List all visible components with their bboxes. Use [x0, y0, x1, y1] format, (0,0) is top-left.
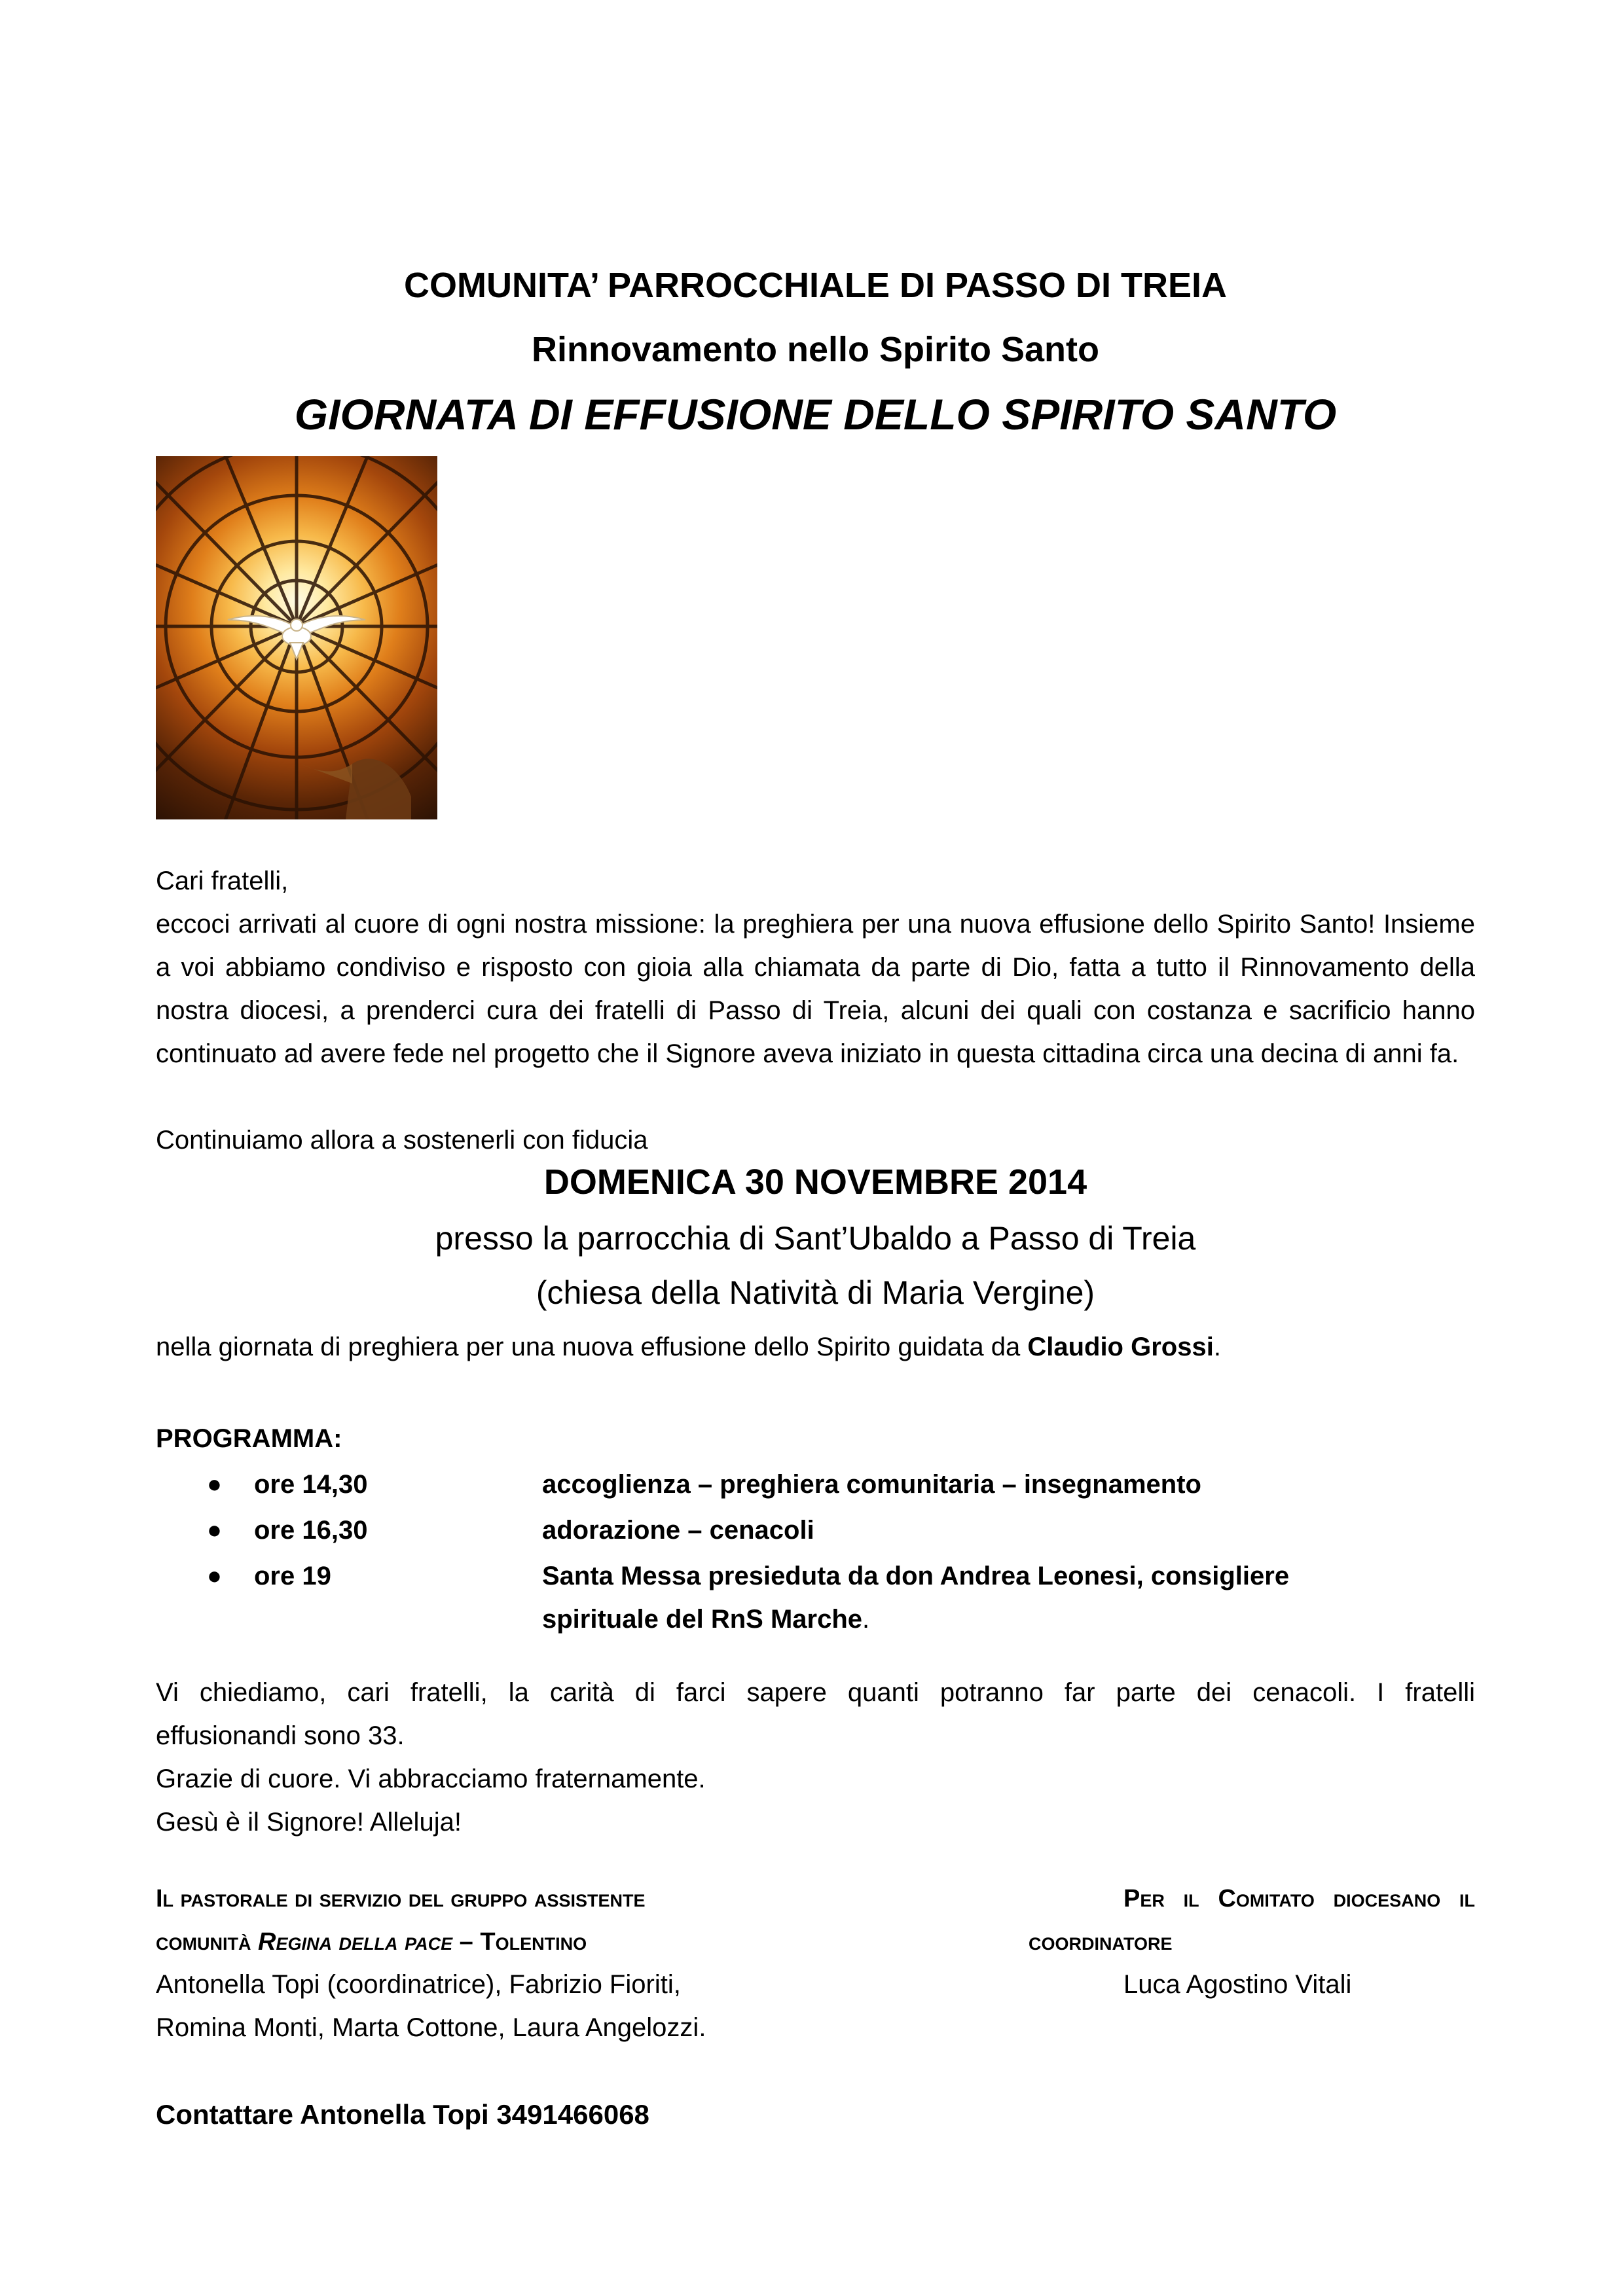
guide-suffix: .: [1213, 1333, 1221, 1361]
contact-line: Contattare Antonella Topi 3491466068: [156, 2099, 649, 2130]
bullet-icon: ●: [207, 1516, 222, 1544]
right-signature-title: Per il Comitato diocesano il: [1123, 1885, 1475, 1912]
closing-line-2: effusionandi sono 33.: [156, 1721, 405, 1750]
event-date: DOMENICA 30 NOVEMBRE 2014: [543, 1162, 1087, 1202]
event-place: presso la parrocchia di Sant’Ubaldo a Passo di Treia: [435, 1220, 1196, 1257]
program-activity: Santa Messa presieduta da don Andrea Leonesi, consigliere: [542, 1562, 1290, 1590]
right-signature-role: coordinatore: [1029, 1928, 1173, 1956]
closing-line-3: Grazie di cuore. Vi abbracciamo fraternamente.: [156, 1765, 706, 1793]
program-time: ore 14,30: [254, 1470, 368, 1499]
event-guide-line: [156, 1325, 1475, 1369]
left-signature-community: comunità Regina della pace – Tolentino: [156, 1928, 587, 1956]
guide-prefix: nella giornata di preghiera per una nuova effusione dello Spirito guidata da: [156, 1333, 1028, 1361]
program-activity: accoglienza – preghiera comunitaria – insegnamento: [542, 1470, 1201, 1499]
closing-line-4: Gesù è il Signore! Alleluja!: [156, 1808, 462, 1837]
left-signature-title: Il pastorale di servizio del gruppo assistente: [156, 1885, 646, 1912]
left-signature-names-2: Romina Monti, Marta Cottone, Laura Angelozzi.: [156, 2013, 706, 2042]
closing-line-1: Vi chiediamo, cari fratelli, la carità di farci sapere quanti potranno far parte dei cenacoli. I fratelli: [156, 1678, 1475, 1707]
letter-greeting: Cari fratelli,: [156, 867, 289, 895]
program-time: ore 16,30: [254, 1516, 368, 1545]
left-signature-names-1: Antonella Topi (coordinatrice), Fabrizio Fioriti,: [156, 1970, 681, 1999]
bullet-icon: ●: [207, 1471, 222, 1498]
program-time: ore 19: [254, 1562, 331, 1590]
movement-subtitle: Rinnovamento nello Spirito Santo: [531, 330, 1100, 369]
stained-glass-dove-image: [156, 456, 437, 819]
bullet-icon: ●: [207, 1562, 222, 1590]
program-activity-continued: spirituale del RnS Marche.: [542, 1605, 870, 1634]
event-church: (chiesa della Natività di Maria Vergine): [536, 1274, 1095, 1311]
community-title: COMUNITA’ PARROCCHIALE DI PASSO DI TREIA: [403, 266, 1228, 305]
right-signature-name: Luca Agostino Vitali: [1123, 1970, 1352, 1999]
event-title: GIORNATA DI EFFUSIONE DELLO SPIRITO SANTO: [294, 390, 1337, 439]
letter-continue: Continuiamo allora a sostenerli con fiducia: [156, 1126, 648, 1155]
letter-paragraph: eccoci arrivati al cuore di ogni nostra missione: la preghiera per una nuova effusione dello Spirito Santo! Insieme a voi abbiamo condiviso e risposto con gioia alla chiamata da parte di Dio, fatta a tutto il Rinnovamento della nostra diocesi, a prenderci cura dei fratelli di Passo di Treia, alcuni dei quali con costanza e sacrificio hanno continuato ad avere fede nel progetto che il Signore aveva iniziato in questa cittadina circa una decina di anni fa.: [156, 910, 1475, 1068]
guide-name: Claudio Grossi: [1027, 1333, 1214, 1361]
program-title: PROGRAMMA:: [156, 1424, 342, 1453]
program-activity: adorazione – cenacoli: [542, 1516, 814, 1545]
dove-icon: [228, 616, 365, 659]
